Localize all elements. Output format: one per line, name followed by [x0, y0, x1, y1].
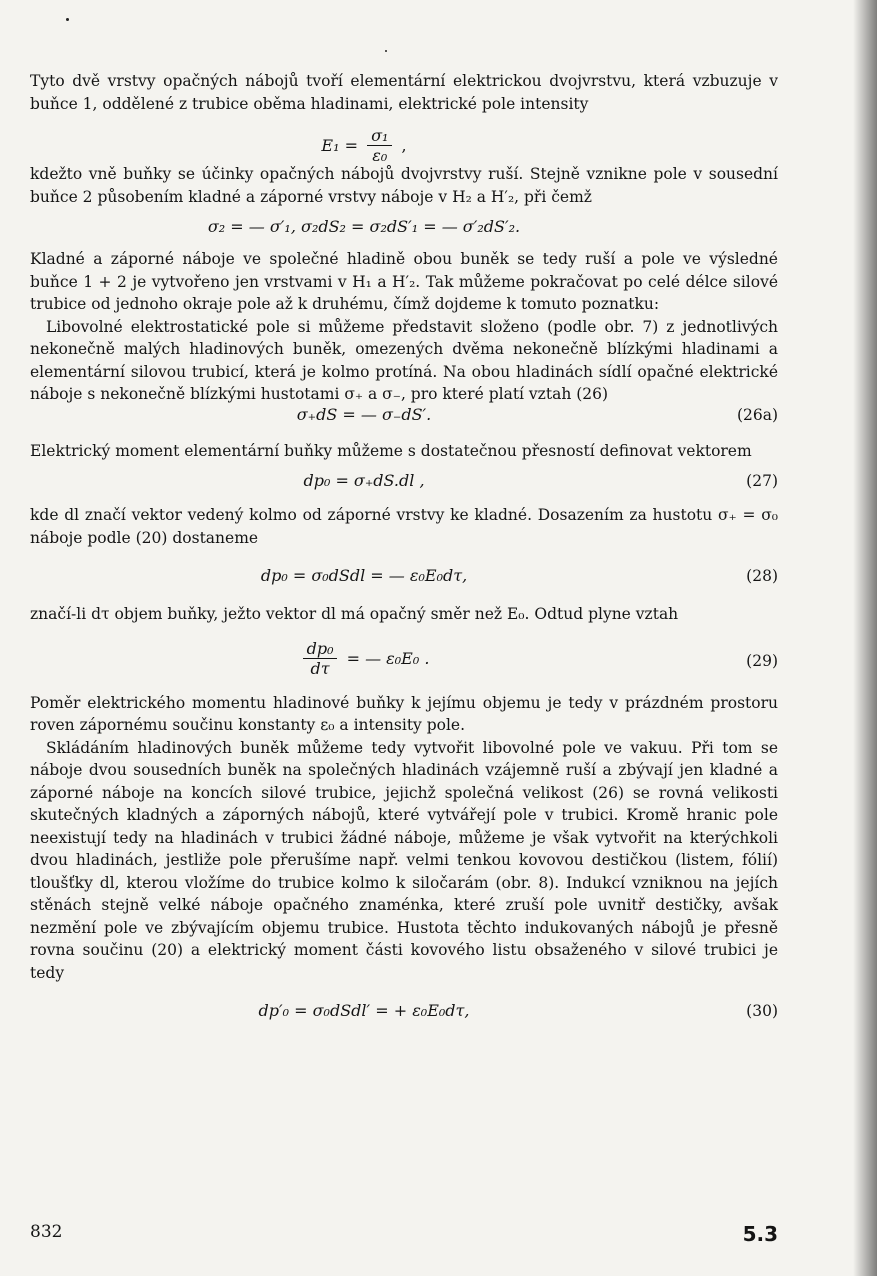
- paragraph: Elektrický moment elementární buňky můžeme s dostatečnou přesností definovat vektorem: [30, 441, 752, 460]
- equation-27: [30, 464, 778, 502]
- equation-number: (30): [746, 1002, 778, 1020]
- equation-26a: [30, 398, 778, 438]
- paragraph: Skládáním hladinových buněk můžeme tedy vytvořit libovolné pole ve vakuu. Při tom se náboje dvou sousedních buněk na společných hladinách vzájemně ruší a zbývají jen kladné a záporné náboje na koncích silové trubice, jejichž společná velikost (26) se rovná velikosti skutečných kladných a záporných nábojů, které vytvářejí pole v trubici. Kromě hranic pole neexistují tedy na hladinách v trubici žádné náboje, můžeme je však vytvořit na kterýchkoli dvou hladinách, jestliže pole přerušíme např. velmi tenkou kovovou destičkou (listem, fólií) tloušťky dl, kterou vložíme do trubice kolmo k siločarám (obr. 8). Indukcí vzniknou na jejích stěnách stejně velké náboje opačného znaménka, které zruší pole uvnitř destičky, avšak nezmění pole ve zbývajícím objemu trubice. Hustota těchto indukovaných nábojů je přesně rovna součinu (20) a elektrický moment části kovového listu obsaženého v silové trubici je tedy: [30, 738, 778, 982]
- dust-speck: [66, 18, 69, 21]
- paragraph: Tyto dvě vrstvy opačných nábojů tvoří elementární elektrickou dvojvrstvu, která vzbuzuje v buňce 1, oddělené z trubice oběma hladinami, elektrické pole intensity: [30, 72, 778, 113]
- equation-e2: [30, 210, 778, 246]
- paragraph: Libovolné elektrostatické pole si můžeme představit složeno (podle obr. 7) z jednotlivých nekonečně malých hladinových buněk, omezených dvěma nekonečně blízkými hladinami a elementární silovou trubicí, která je kolmo protíná. Na obou hladinách sídlí opačné elektrické náboje s nekonečně blízkými hustotami σ₊ a σ₋, pro které platí vztah (26): [30, 317, 778, 403]
- equation-e1: [30, 117, 778, 165]
- paragraph: Poměr elektrického momentu hladinové buňky k jejímu objemu je tedy v prázdném prostoru roven zápornému součinu konstanty ε₀ a intensity pole.: [30, 693, 778, 734]
- equation-28: [30, 551, 778, 601]
- section-number: 5.3: [742, 1222, 778, 1246]
- equation-number: (29): [746, 651, 778, 670]
- equation-30-body: dp′₀ = σ₀dSdl′ = + ε₀E₀dτ,: [258, 1001, 470, 1020]
- fraction: [303, 640, 338, 679]
- equation-26a-body: σ₊dS = — σ₋dS′.: [296, 404, 432, 424]
- equation-number: (27): [746, 472, 778, 490]
- equation-28-body: dp₀ = σ₀dSdl = — ε₀E₀dτ,: [260, 566, 468, 585]
- equation-30: [30, 986, 778, 1034]
- equation-27-body: dp₀ = σ₊dS.dl ,: [303, 471, 425, 490]
- equation-number: (26a): [736, 405, 778, 424]
- page-body: [30, 70, 778, 1036]
- equation-e1-lhs: E₁ =: [321, 136, 358, 155]
- fraction: [367, 127, 392, 166]
- paragraph: kdežto vně buňky se účinky opačných nábojů dvojvrstvy ruší. Stejně vznikne pole v sousední buňce 2 působením kladné a záporné vrstvy náboje v H₂ a H′₂, při čemž: [30, 165, 778, 206]
- paragraph: Kladné a záporné náboje ve společné hladině obou buněk se tedy ruší a pole ve výsledné buňce 1 + 2 je vytvořeno jen vrstvami v H₁ a H′₂. Tak můžeme pokračovat po celé délce silové trubice od jednoho okraje pole až k druhému, čímž dojdeme k tomuto poznatku:: [30, 250, 778, 313]
- dust-speck: [385, 50, 387, 52]
- equation-e2-body: σ₂ = — σ′₁, σ₂dS₂ = σ₂dS′₁ = — σ′₂dS′₂.: [207, 217, 521, 236]
- fraction-numerator: dp₀: [303, 640, 338, 659]
- equation-29: [30, 628, 778, 690]
- fraction-denominator: dτ: [310, 658, 330, 678]
- page-number: 832: [30, 1222, 63, 1242]
- page-edge-shadow: [853, 0, 877, 1276]
- fraction-numerator: σ₁: [367, 127, 392, 146]
- equation-e1-tail: ,: [401, 136, 407, 155]
- fraction-denominator: ε₀: [372, 146, 388, 165]
- equation-29-rhs: = — ε₀E₀ .: [346, 648, 430, 668]
- paragraph: značí-li dτ objem buňky, ježto vektor dl má opačný směr než E₀. Odtud plyne vztah: [30, 605, 679, 623]
- paragraph: kde dl značí vektor vedený kolmo od záporné vrstvy ke kladné. Dosazením za hustotu σ₊ = σ₀ náboje podle (20) dostaneme: [30, 506, 778, 547]
- equation-number: (28): [746, 567, 778, 585]
